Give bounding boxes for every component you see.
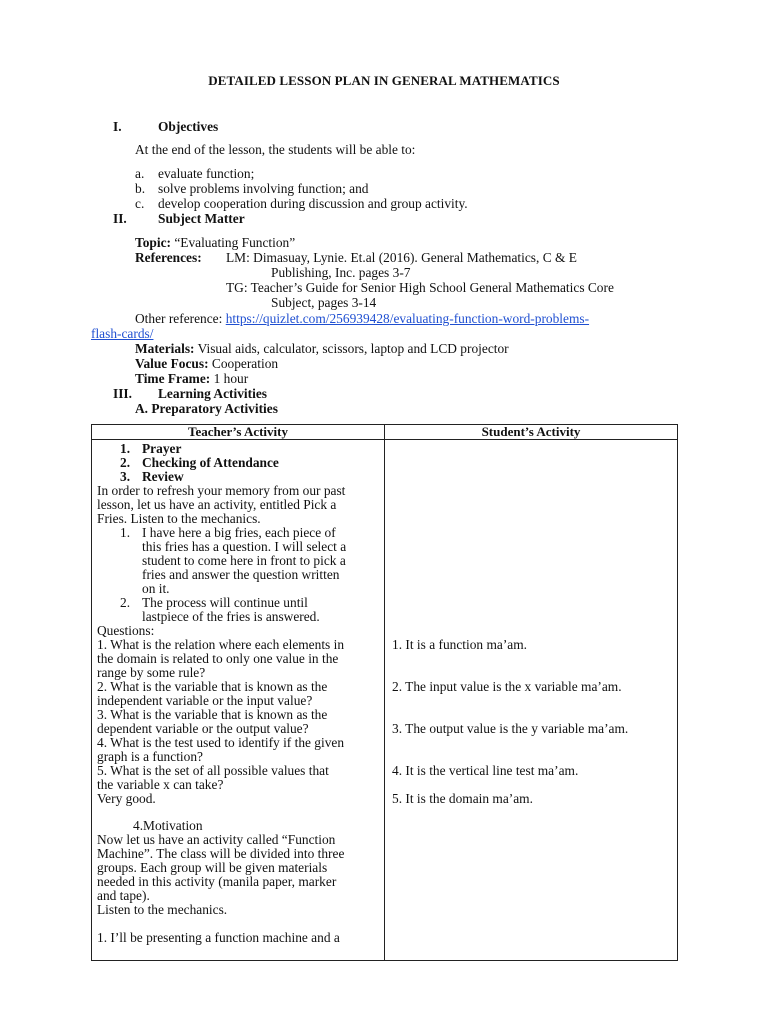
motivation-line-2: Machine”. The class will be divided into three [97,846,345,861]
review-text-line-2: lesson, let us have an activity, entitled Pick a [97,497,337,512]
objective-letter-c: c. [135,196,145,211]
materials-line [135,341,509,356]
step-prayer: Prayer [142,441,182,456]
question-2-line-1: 2. What is the variable that is known as the [97,679,328,694]
function-machine-mechanic-1: 1. I’ll be presenting a function machine and a [97,930,340,945]
student-answer-5: 5. It is the domain ma’am. [392,791,533,806]
objective-item-c: develop cooperation during discussion and group activity. [158,196,468,211]
other-reference-label: Other reference: [135,311,223,326]
objective-item-b: solve problems involving function; and [158,181,369,196]
value-focus-label: Value Focus: [135,356,209,371]
teacher-activity-header: Teacher’s Activity [92,425,385,440]
other-reference-link[interactable]: https://quizlet.com/256939428/evaluating-function-word-problems- [225,311,590,326]
section-1-numeral: I. [113,119,122,134]
value-focus-line [135,356,278,371]
student-answer-4: 4. It is the vertical line test ma’am. [392,763,579,778]
reference-tg-line-1: TG: Teacher’s Guide for Senior High School General Mathematics Core [226,280,614,295]
mechanic-1-line-5: on it. [142,581,170,596]
teacher-activity-cell [92,440,385,961]
mechanic-number-2: 2. [120,595,131,610]
student-activity-header: Student’s Activity [385,425,678,440]
preparatory-activities-heading: A. Preparatory Activities [135,401,278,416]
review-text-line-1: In order to refresh your memory from our past [97,483,346,498]
mechanic-2-line-1: The process will continue until [142,595,308,610]
question-1-line-2: the domain is related to only one value in the [97,651,339,666]
other-reference-link-continued[interactable] [91,326,153,341]
objective-letter-b: b. [135,181,146,196]
question-3-line-1: 3. What is the variable that is known as the [97,707,328,722]
learning-activities-table [91,424,678,961]
other-reference-link-tail[interactable]: flash-cards/ [91,326,154,341]
references-label: References: [135,250,202,265]
mechanic-number-1: 1. [120,525,131,540]
mechanic-1-line-3: student to come here in front to pick a [142,553,346,568]
questions-label: Questions: [97,623,155,638]
reference-tg-line-2: Subject, pages 3-14 [271,295,377,310]
question-2-line-2: independent variable or the input value? [97,693,313,708]
motivation-line-4: needed in this activity (manila paper, marker [97,874,337,889]
document-title: DETAILED LESSON PLAN IN GENERAL MATHEMATICS [208,73,560,88]
question-3-line-2: dependent variable or the output value? [97,721,309,736]
motivation-line-3: groups. Each group will be given materials [97,860,328,875]
listen-mechanics-text: Listen to the mechanics. [97,902,228,917]
step-number-2: 2. [120,455,131,470]
time-frame-label: Time Frame: [135,371,211,386]
mechanic-1-line-1: I have here a big fries, each piece of [142,525,336,540]
value-focus-value: Cooperation [211,356,279,371]
very-good-text: Very good. [97,791,156,806]
question-5-line-1: 5. What is the set of all possible values that [97,763,329,778]
mechanic-1-line-2: this fries has a question. I will select a [142,539,347,554]
table-header-row [92,425,678,440]
question-5-line-2: the variable x can take? [97,777,224,792]
objective-item-a: evaluate function; [158,166,255,181]
topic-line [135,235,295,250]
objective-letter-a: a. [135,166,145,181]
motivation-line-1: Now let us have an activity called “Function [97,832,336,847]
materials-label: Materials: [135,341,195,356]
section-3-heading: Learning Activities [158,386,267,401]
step-review: Review [142,469,184,484]
review-text-line-3: Fries. Listen to the mechanics. [97,511,261,526]
time-frame-value: 1 hour [213,371,249,386]
student-activity-cell [385,440,678,961]
question-4-line-2: graph is a function? [97,749,203,764]
step-attendance: Checking of Attendance [142,455,279,470]
student-answer-1: 1. It is a function ma’am. [392,637,527,652]
section-2-numeral: II. [113,211,127,226]
table-row [92,440,678,961]
question-1-line-3: range by some rule? [97,665,206,680]
reference-lm-line-1: LM: Dimasuay, Lynie. Et.al (2016). General Mathematics, C & E [226,250,577,265]
student-answer-2: 2. The input value is the x variable ma’am. [392,679,622,694]
time-frame-line [135,371,248,386]
mechanic-2-line-2: lastpiece of the fries is answered. [142,609,320,624]
topic-value: “Evaluating Function” [174,235,296,250]
reference-lm-line-2: Publishing, Inc. pages 3-7 [271,265,411,280]
question-4-line-1: 4. What is the test used to identify if the given [97,735,345,750]
other-reference-line [135,311,589,326]
objectives-intro: At the end of the lesson, the students will be able to: [135,142,416,157]
topic-label: Topic: [135,235,171,250]
materials-value: Visual aids, calculator, scissors, laptop and LCD projector [197,341,509,356]
step-number-3: 3. [120,469,131,484]
step-number-1: 1. [120,441,131,456]
motivation-line-5: and tape). [97,888,150,903]
section-3-numeral: III. [113,386,132,401]
motivation-heading: 4.Motivation [133,818,203,833]
student-answer-3: 3. The output value is the y variable ma’am. [392,721,629,736]
section-2-heading: Subject Matter [158,211,245,226]
question-1-line-1: 1. What is the relation where each elements in [97,637,345,652]
section-1-heading: Objectives [158,119,219,134]
mechanic-1-line-4: fries and answer the question written [142,567,340,582]
